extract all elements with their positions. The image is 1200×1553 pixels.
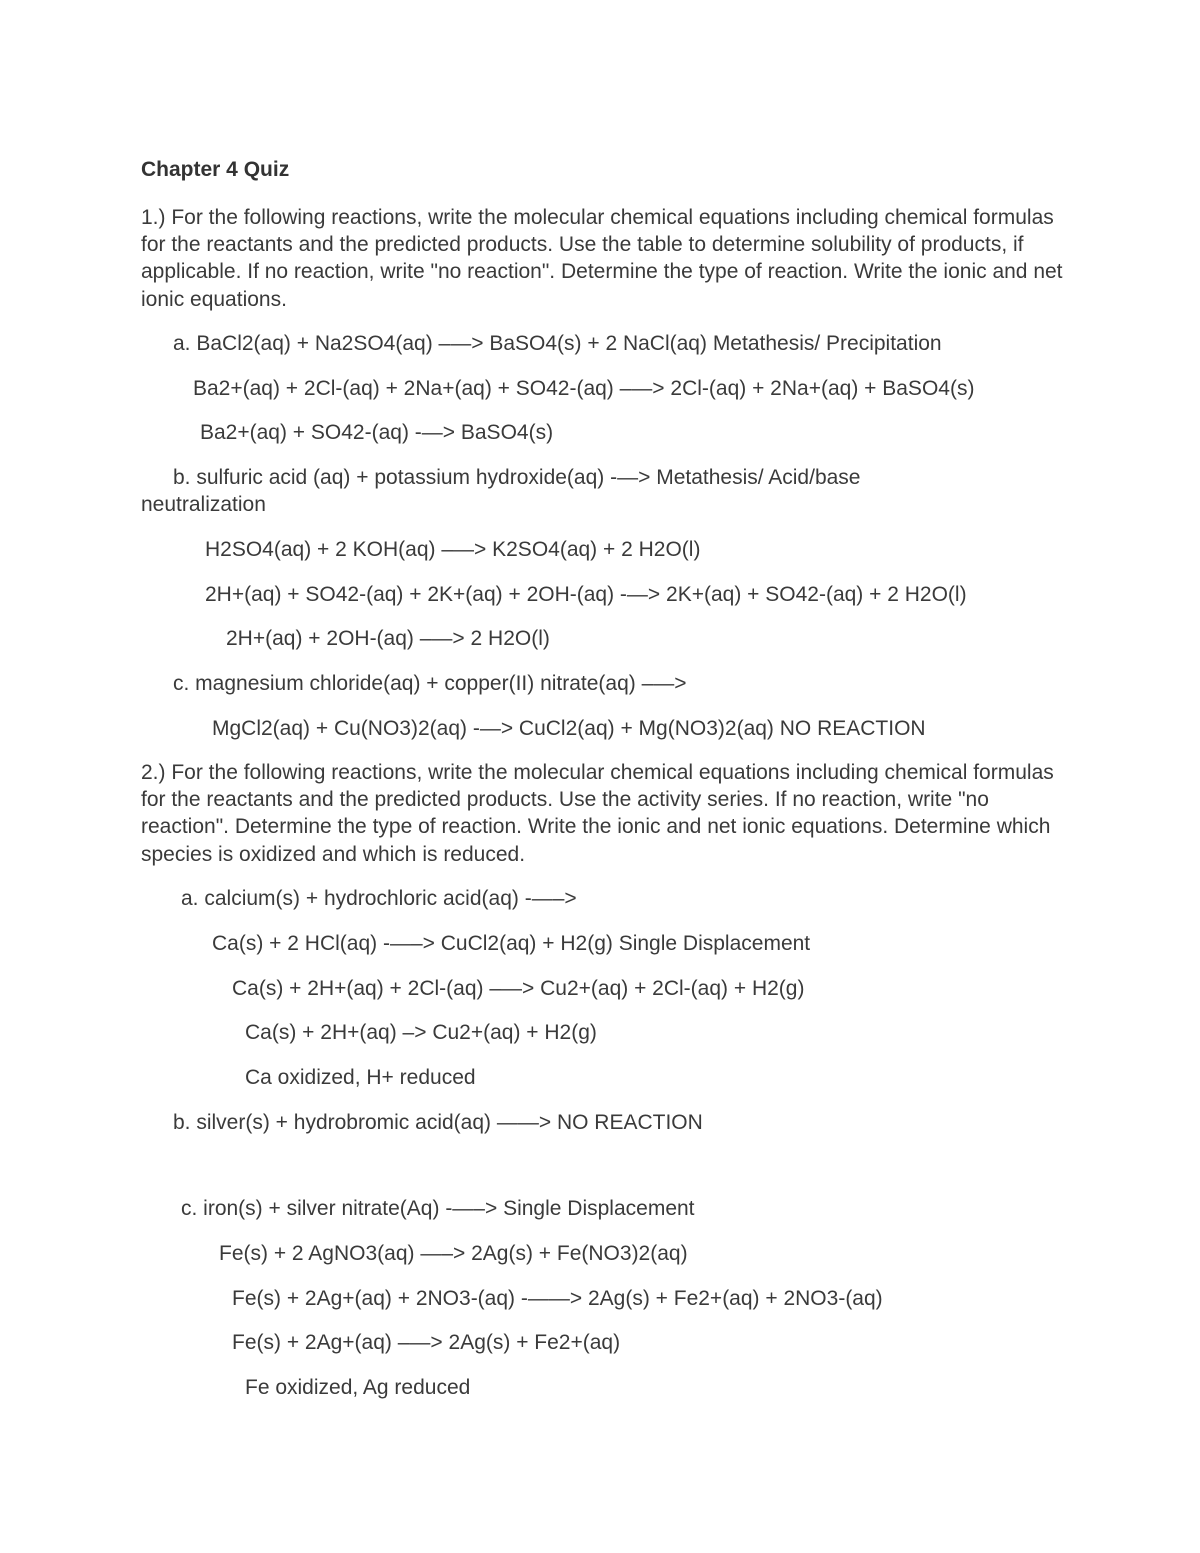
- q1b-net-ionic-equation: 2H+(aq) + 2OH-(aq) –—> 2 H2O(l): [226, 627, 550, 650]
- q1a-molecular-equation: a. BaCl2(aq) + Na2SO4(aq) –—> BaSO4(s) + 2 NaCl(aq) Metathesis/ Precipitation: [173, 332, 942, 355]
- question-1-prompt: 1.) For the following reactions, write the molecular chemical equations including chemical formulas for the reactants and the predicted products. Use the table to determine solubility of products, if applicable. If no reaction, write "no reaction". Determine the type of reaction. Write the ionic and net ionic equations.: [141, 206, 1063, 311]
- q2a-header: a. calcium(s) + hydrochloric acid(aq) -—–>: [181, 887, 577, 910]
- question-2-prompt: 2.) For the following reactions, write the molecular chemical equations including chemical formulas for the reactants and the predicted products. Use the activity series. If no reaction, write "no reaction". Determine the type of reaction. Write the ionic and net ionic equations. Determine which species is oxidized and which is reduced.: [141, 761, 1054, 866]
- q2b-line: b. silver(s) + hydrobromic acid(aq) ——> NO REACTION: [173, 1111, 703, 1134]
- q1a-ionic-equation: Ba2+(aq) + 2Cl-(aq) + 2Na+(aq) + SO42-(aq) –—> 2Cl-(aq) + 2Na+(aq) + BaSO4(s): [193, 377, 975, 400]
- q2c-net-ionic-equation: Fe(s) + 2Ag+(aq) –—> 2Ag(s) + Fe2+(aq): [232, 1331, 621, 1354]
- q1b-header-continuation: neutralization: [141, 493, 266, 516]
- q1a-net-ionic-equation: Ba2+(aq) + SO42-(aq) -—> BaSO4(s): [200, 421, 554, 444]
- q2c-ionic-equation: Fe(s) + 2Ag+(aq) + 2NO3-(aq) -——> 2Ag(s) + Fe2+(aq) + 2NO3-(aq): [232, 1287, 883, 1310]
- q1c-header: c. magnesium chloride(aq) + copper(II) nitrate(aq) –—>: [173, 672, 687, 695]
- q2a-redox-note: Ca oxidized, H+ reduced: [245, 1066, 476, 1089]
- q2c-header: c. iron(s) + silver nitrate(Aq) -—–> Single Displacement: [181, 1197, 695, 1220]
- q2c-molecular-equation: Fe(s) + 2 AgNO3(aq) —–> 2Ag(s) + Fe(NO3)2(aq): [219, 1242, 688, 1265]
- q2a-molecular-equation: Ca(s) + 2 HCl(aq) -—–> CuCl2(aq) + H2(g) Single Displacement: [212, 932, 811, 955]
- q1c-molecular-equation: MgCl2(aq) + Cu(NO3)2(aq) -—> CuCl2(aq) + Mg(NO3)2(aq) NO REACTION: [212, 717, 926, 740]
- q1b-header: b. sulfuric acid (aq) + potassium hydroxide(aq) -—> Metathesis/ Acid/base: [173, 466, 861, 489]
- q2a-net-ionic-equation: Ca(s) + 2H+(aq) –> Cu2+(aq) + H2(g): [245, 1021, 597, 1044]
- q2c-redox-note: Fe oxidized, Ag reduced: [245, 1376, 471, 1399]
- q1b-ionic-equation: 2H+(aq) + SO42-(aq) + 2K+(aq) + 2OH-(aq) -—> 2K+(aq) + SO42-(aq) + 2 H2O(l): [205, 583, 967, 606]
- q2a-ionic-equation: Ca(s) + 2H+(aq) + 2Cl-(aq) –—> Cu2+(aq) + 2Cl-(aq) + H2(g): [232, 977, 805, 1000]
- q1b-molecular-equation: H2SO4(aq) + 2 KOH(aq) –—> K2SO4(aq) + 2 H2O(l): [205, 538, 701, 561]
- page-title: Chapter 4 Quiz: [141, 158, 290, 181]
